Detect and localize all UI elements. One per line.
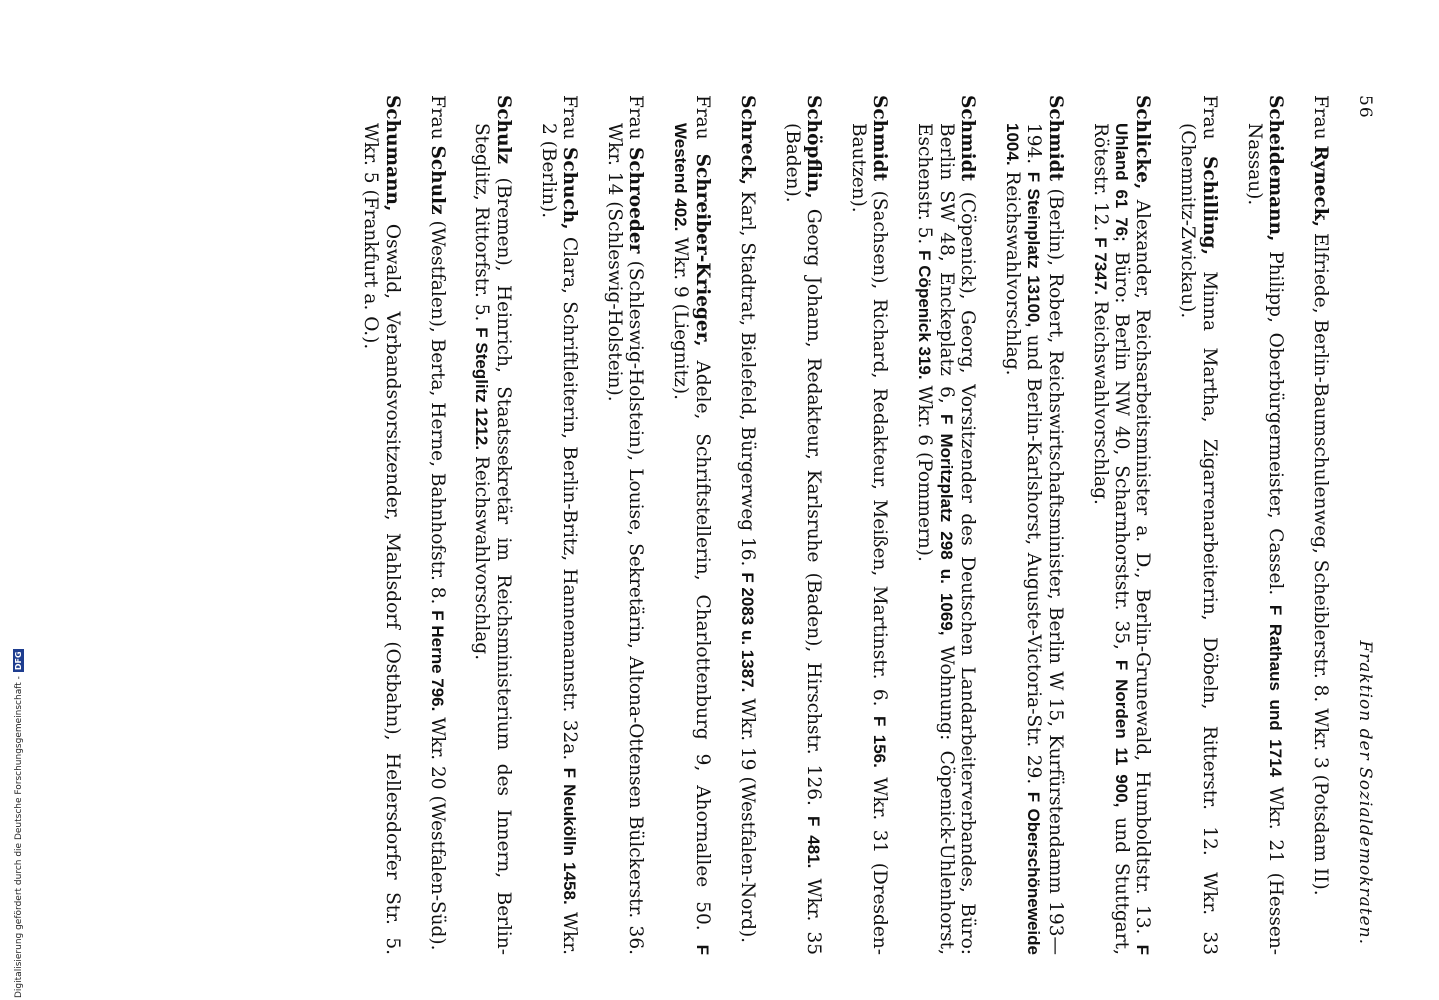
entry-title: Frau	[691, 95, 713, 154]
phone-number: F Neukölln 1458.	[560, 767, 580, 905]
member-name: Schmidt	[957, 95, 979, 182]
member-name: Schmidt	[869, 95, 891, 182]
entry-title: Frau	[625, 95, 647, 147]
member-details: Alexander, Reichsarbeitsminister a. D., Berlin-Grunewald, Humboldtstr. 13.	[1132, 189, 1154, 945]
member-details: Wkr. 35 (Baden).	[781, 123, 824, 955]
digitization-attribution	[13, 598, 24, 998]
member-entry	[1310, 95, 1331, 955]
member-entry	[537, 95, 580, 955]
member-entry	[1243, 95, 1286, 955]
member-name: Schreck,	[736, 95, 758, 186]
member-entry	[781, 95, 824, 955]
phone-number: F Uhland 61 76;	[1112, 123, 1153, 955]
member-details: (Cöpenick), Georg, Vorsitzender des Deutschen Landarbeiterverbandes, Büro: Berlin SW 48, Enckeplatz 6,	[935, 123, 979, 955]
attribution-text: Digitalisierung gefördert durch die Deutsche Forschungsgemeinschaft -	[13, 676, 24, 998]
member-details: Wkr. 20 (Westfalen-Süd).	[426, 711, 448, 951]
page-header	[1345, 95, 1375, 955]
member-details: Minna Martha, Zigarrenarbeiterin, Döbeln, Ritterstr. 12. Wkr. 33 (Chemnitz-Zwickau).	[1177, 123, 1220, 955]
member-entry	[604, 95, 647, 955]
member-name: Ryneck,	[1310, 145, 1331, 228]
member-details: Wkr. 21 (Hessen-Nassau).	[1243, 123, 1287, 955]
member-details: Wkr. 31 (Dresden-Bautzen).	[847, 123, 891, 955]
phone-number: F Cöpenick 319.	[915, 250, 935, 380]
phone-number: F 2083 u. 1387.	[737, 572, 757, 693]
member-name: Schumann,	[381, 95, 403, 212]
member-name: Schulz	[426, 145, 448, 215]
member-details: und Stuttgart, Rötestr. 12.	[1089, 123, 1133, 955]
member-details: Reichswahlvorschlag.	[1089, 294, 1111, 505]
member-entry	[736, 95, 757, 955]
member-details: Wkr. 2 (Berlin).	[537, 123, 581, 955]
member-details: Oswald, Verbandsvorsitzender, Mahlsdorf (Ostbahn), Hellersdorfer Str. 5. Wkr. 5 (Frankfurt a. O.).	[360, 123, 403, 955]
member-entry	[914, 95, 978, 955]
member-details: Karl, Stadtrat, Bielefeld, Bürgerweg 16.	[736, 185, 758, 573]
member-entry	[1089, 95, 1153, 955]
member-details: (Westfalen), Berta, Herne, Bahnhofstr. 8.	[426, 214, 448, 611]
member-details: (Berlin), Robert, Reichswirtschaftsminister, Berlin W 15, Kurfürstendamm 193—194.	[1023, 123, 1066, 955]
member-entry	[1002, 95, 1066, 955]
entry-title: Frau	[426, 95, 448, 146]
phone-number: F Oberschöneweide 1004.	[1002, 123, 1044, 955]
member-name: Schulz	[492, 95, 514, 165]
member-details: (Sachsen), Richard, Redakteur, Meißen, Martinstr. 6.	[869, 181, 891, 717]
member-details: Reichswahlvorschlag.	[471, 450, 493, 661]
member-list	[360, 95, 1331, 955]
member-entry	[360, 95, 403, 955]
member-entry	[426, 95, 447, 955]
member-entry	[471, 95, 514, 955]
member-name: Schöpflin,	[803, 95, 824, 199]
member-details: Wohnung: Cöpenick-Uhlenhorst, Eschenstr. 5.	[914, 123, 957, 955]
dfg-logo: DFG	[14, 651, 23, 671]
member-entry	[848, 95, 891, 955]
page-number: 56	[1355, 95, 1375, 119]
member-details: (Schleswig-Holstein), Louise, Sekretärin, Altona-Ottensen Bülckerstr. 36. Wkr. 14 (Schleswig-Holstein).	[604, 123, 647, 955]
member-details: Philipp, Oberbürgermeister, Cassel.	[1265, 241, 1287, 605]
phone-number: F Steglitz 1212.	[472, 327, 492, 451]
member-details: Wkr. 6 (Pommern).	[914, 379, 936, 562]
member-details: Büro: Berlin NW 40, Scharnhorststr. 35,	[1111, 241, 1133, 660]
member-name: Schroeder	[625, 146, 647, 254]
phone-number: F Moritzplatz 298 u. 1069,	[936, 414, 956, 636]
phone-number: F Herne 796.	[427, 610, 447, 712]
running-title: Fraktion der Sozialdemokraten.	[1355, 640, 1375, 945]
member-details: Wkr. 19 (Westfalen-Nord).	[736, 692, 758, 944]
member-details: und Berlin-Karlshorst, Auguste-Victoria-Str. 29.	[1023, 327, 1045, 792]
member-name: Schuch,	[559, 146, 581, 230]
member-name: Schlicke,	[1132, 95, 1154, 190]
member-name: Schmidt	[1044, 95, 1066, 182]
phone-number: F 481.	[804, 815, 823, 869]
phone-number: F Rathaus und 1714	[1266, 604, 1286, 777]
phone-number: F Westend 402.	[671, 123, 712, 955]
member-name: Schreiber-Krieger,	[691, 153, 713, 347]
member-details: Georg Johann, Redakteur, Karlsruhe (Baden), Hirschstr. 126.	[803, 198, 824, 816]
member-details: Reichswahlvorschlag.	[1001, 165, 1023, 376]
entry-title: Frau	[559, 95, 581, 147]
member-details: Wkr. 9 (Liegnitz).	[670, 231, 692, 400]
member-details: Elfriede, Berlin-Baumschulenweg, Scheiblerstr. 8. Wkr. 3 (Potsdam II).	[1310, 227, 1331, 896]
phone-number: F 156.	[870, 716, 890, 768]
member-details: Clara, Schriftleiterin, Berlin-Britz, Hannemannstr. 32a.	[559, 229, 581, 768]
phone-number: F Steinplatz 13100,	[1024, 171, 1044, 328]
phone-number: F 7347.	[1090, 237, 1110, 295]
member-name: Scheidemann,	[1265, 95, 1287, 242]
member-entry	[670, 95, 713, 955]
entry-title: Frau	[1198, 95, 1220, 156]
entry-title: Frau	[1310, 95, 1331, 146]
phone-number: F Norden 11 900,	[1112, 659, 1132, 808]
rotated-page	[336, 95, 1375, 955]
member-entry	[1177, 95, 1220, 955]
member-name: Schilling,	[1198, 156, 1220, 256]
member-details: (Bremen), Heinrich, Staatssekretär im Reichsministerium des Innern, Berlin-Steglitz, Rittorfstr. 5.	[471, 123, 514, 955]
member-details: Adele, Schriftstellerin, Charlottenburg 9, Ahornallee 50.	[691, 346, 713, 945]
